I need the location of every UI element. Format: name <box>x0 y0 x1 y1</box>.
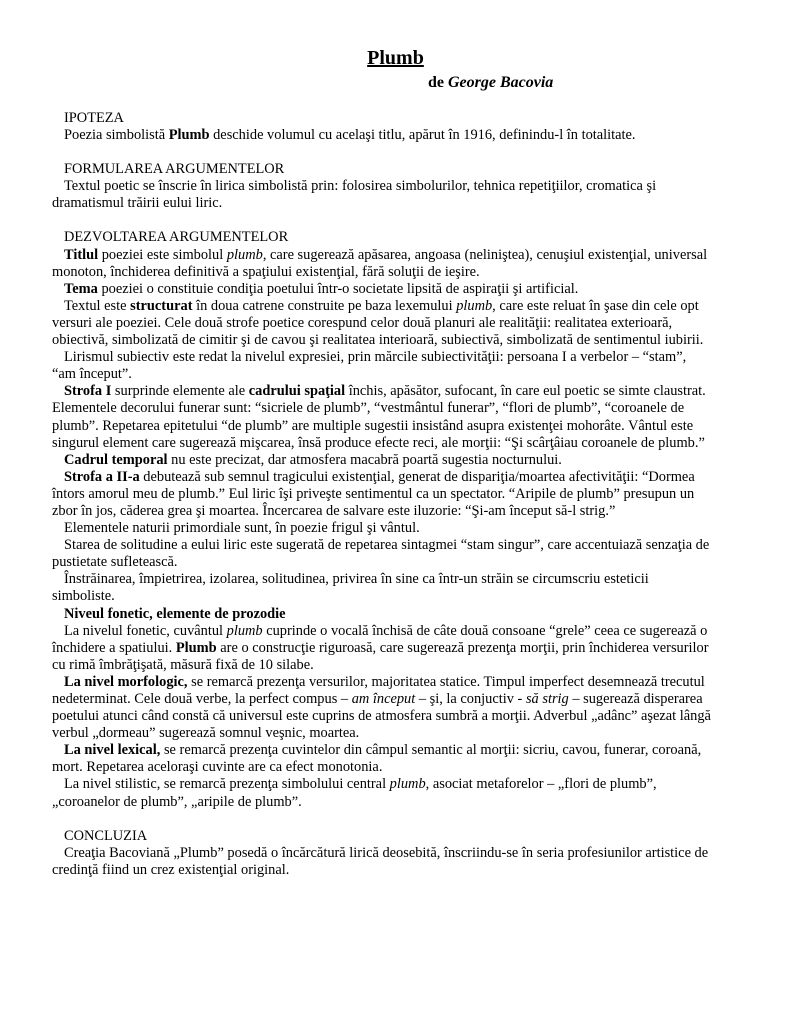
cadrul-paragraph: Cadrul temporal nu este precizat, dar atmosfera macabră poartă sugestia nocturnului. <box>64 451 562 468</box>
section-heading-formularea: FORMULAREA ARGUMENTELOR <box>64 161 285 178</box>
document-body <box>52 110 712 879</box>
section-heading-concluzia: CONCLUZIA <box>64 827 148 844</box>
structura-paragraph: Textul este structurat în doua catrene construite pe baza lexemului plumb, care este reluat în şase din cele opt versuri ale poeziei. Cele două strofe poetice corespund celor două planuri ale realităţii: realitatea exterioară, obiectivă, simbolizată de cimitir şi de cavou şi realitatea interioară, subiectivă, simbolizată de sentimentul iubirii. <box>52 297 704 349</box>
section-heading-ipoteza: IPOTEZA <box>64 110 124 126</box>
byline-prefix: de <box>428 74 444 91</box>
section-heading-dezvoltarea: DEZVOLTAREA ARGUMENTELOR <box>64 229 289 246</box>
stilistic-paragraph: La nivel stilistic, se remarcă prezenţa simbolului central plumb, asociat metaforelor – „flori de plumb”, „coroanelor de plumb”, „aripile de plumb”. <box>52 776 657 810</box>
instrainarea-paragraph: Înstrăinarea, împietrirea, izolarea, solitudinea, privirea în sine ca într-un străin se circumscriu esteticii simboliste. <box>52 571 649 605</box>
concluzia-paragraph: Creaţia Bacoviană „Plumb” posedă o încărcătură lirică deosebită, înscriindu-se în seria profesiunilor artistice de credinţă fiind un crez existenţial original. <box>52 844 709 878</box>
byline <box>428 73 553 93</box>
strofa2-paragraph: Strofa a II-a debutează sub semnul tragicului existenţial, generat de dispariţia/moartea afectivităţii: “Dormea întors amorul meu de plumb.” Eul liric îşi priveşte sentimentul ca un spectator. “Aripile de plumb” presupun un zbor în jos, căderea grea şi moartea. Încercarea de salvare este iluzorie: “Şi-am început să-l strig.” <box>52 468 695 519</box>
byline-author: George Bacovia <box>448 74 554 91</box>
lirismul-paragraph: Lirismul subiectiv este redat la nivelul expresiei, prin mărcile subiectivităţii: persoana I a verbelor – “stam”, “am început”. <box>52 349 687 383</box>
tema-paragraph: Tema poeziei o constituie condiţia poetului într-o societate lipsită de aspiraţii şi artificial. <box>64 280 579 297</box>
morfologic-paragraph: La nivel morfologic, se remarcă prezenţa versurilor, majoritatea statice. Timpul imperfect desemnează trecutul nedeterminat. Cele două verbe, la perfect compus – am început – şi, la conjuctiv - să strig – sugerează disperarea poetului atunci când constă că universul este cuprins de atmosfera sumbră a morţii. Adverbul „adânc” aşezat lângă verbul „dormeau” sugerează somnul veşnic, moartea. <box>52 673 711 742</box>
lexical-paragraph: La nivel lexical, se remarcă prezenţa cuvintelor din câmpul semantic al morţii: sicriu, cavou, funerar, coroană, mort. Repetarea aceloraşi cuvinte are ca efect monotonia. <box>52 742 702 776</box>
strofa1-paragraph: Strofa I surprinde elemente ale cadrului spaţial închis, apăsător, sufocant, în care eul poetic se simte claustrat. Elementele decorului funerar sunt: “sicriele de plumb”, “vestmântul funerar”, “flori de plumb”, “coroanele de plumb”. Repetarea epitetului “de plumb” are multiple sugestii insistând asupra existenţei mohorâte. Vântul este singurul element care sugerează mişcarea, însă produce efecte reci, ale morţii: “Şi scârţâiau coroanele de plumb.” <box>52 383 706 451</box>
page-title: Plumb <box>367 47 424 69</box>
titlul-paragraph: Titlul poeziei este simbolul plumb, care sugerează apăsarea, angoasa (neliniştea), cenuşiul existenţial, universal monoton, închiderea definitivă a spaţiului existenţial, fără soluţii de ieşire. <box>52 246 708 280</box>
formularea-paragraph: Textul poetic se înscrie în lirica simbolistă prin: folosirea simbolurilor, tehnica repetiţiilor, cromatica şi dramatismul trăirii eului liric. <box>52 178 657 212</box>
fonetic-paragraph: La nivelul fonetic, cuvântul plumb cuprinde o vocală închisă de câte două consoane “grele” ceea ce sugerează o închidere a spatiului. Plumb are o construcţie riguroasă, care sugerează prezenţa morţii, prin închiderea versurilor cu rimă îmbrăţişată, măsură fixă de 10 silabe. <box>52 622 709 673</box>
fonetic-heading: Niveul fonetic, elemente de prozodie <box>64 605 286 622</box>
ipoteza-paragraph: Poezia simbolistă Plumb deschide volumul cu acelaşi titlu, apărut în 1916, definindu-l în totalitate. <box>64 127 636 144</box>
naturii-paragraph: Elementele naturii primordiale sunt, în poezie frigul şi vântul. <box>64 520 420 537</box>
solitudine-paragraph: Starea de solitudine a eului liric este sugerată de repetarea sintagmei “stam singur”, care accentuiază senzaţia de pustietate sufletească. <box>52 537 710 571</box>
